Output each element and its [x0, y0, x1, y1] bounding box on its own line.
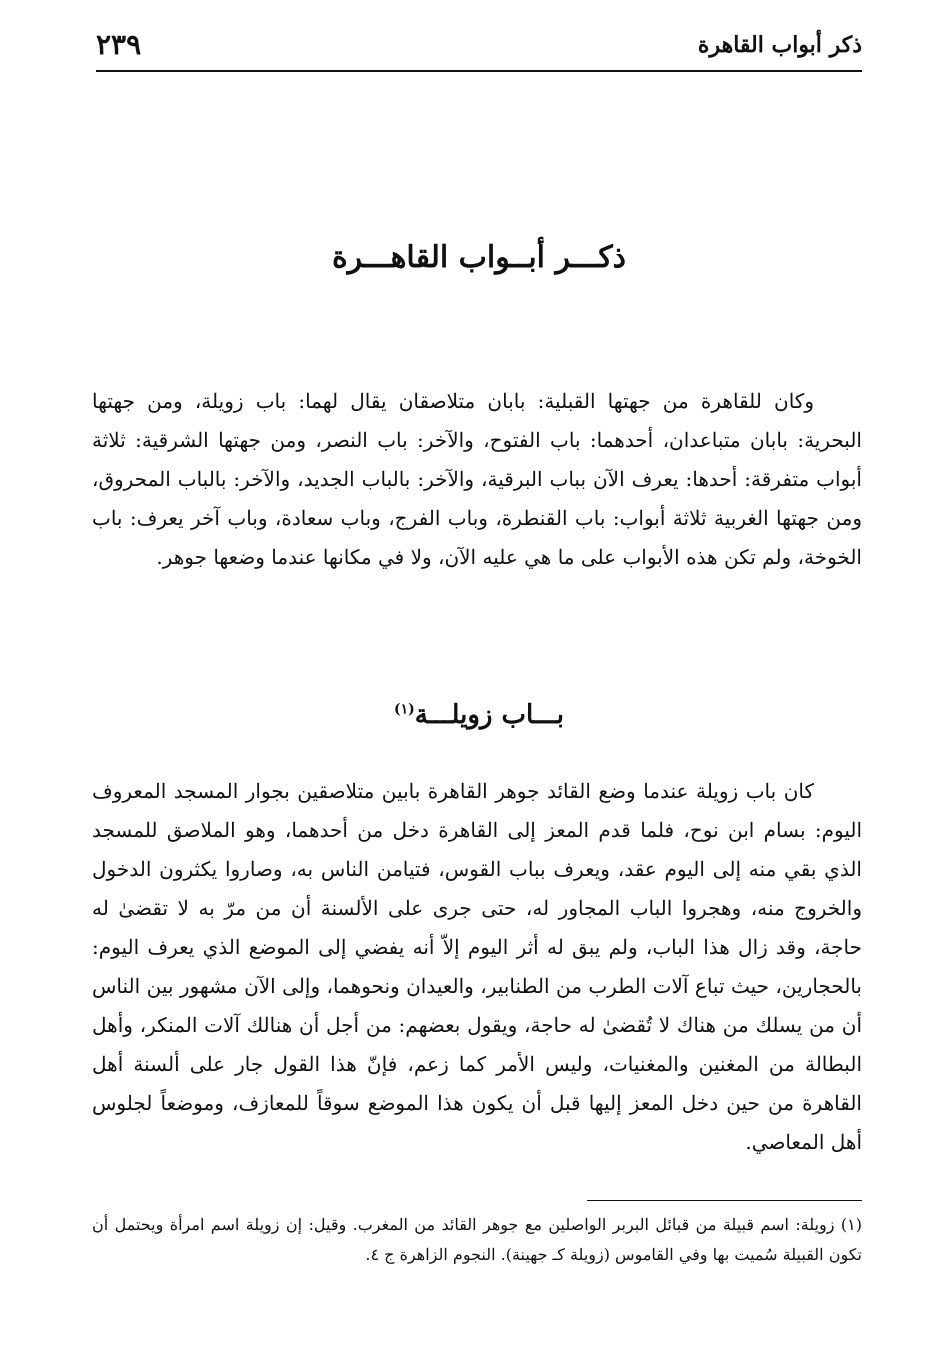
- intro-paragraph-text: وكان للقاهرة من جهتها القبلية: بابان متلاصقان يقال لهما: باب زويلة، ومن جهتها البحرية: بابان متباعدان، أحدهما: باب الفتوح، والآخر: باب النصر، ومن جهتها الشرقية: ثلاثة أبواب متفرقة: أحدها: يعرف الآن بباب البرقية، والآخر: بالباب الجديد، والآخر: بالباب المحروق، ومن جهتها الغربية ثلاثة أبواب: باب القنطرة، وباب الفرج، وباب سعادة، وباب آخر يعرف: باب الخوخة، ولم تكن هذه الأبواب على ما هي عليه الآن، ولا في مكانها عندما وضعها جوهر.: [92, 389, 862, 569]
- header-divider: [96, 70, 862, 72]
- running-header: [96, 26, 862, 66]
- section-title-text: بـــاب زويلـــة: [414, 700, 565, 730]
- footnote: (١) زويلة: اسم قبيلة من قبائل البربر الواصلين مع جوهر القائد من المغرب. وقيل: إن زويلة اسم امرأة ويحتمل أن تكون القبيلة سُميت بها وفي القاموس (زويلة كـ جهينة). النجوم الزاهرة ج ٤.: [92, 1215, 862, 1264]
- section-paragraph: [92, 772, 862, 1162]
- page-number: ٢٣٩: [96, 28, 142, 61]
- chapter-title: ذكـــر أبــواب القاهـــرة: [331, 240, 627, 275]
- intro-paragraph: [92, 382, 862, 577]
- footnote-divider: [587, 1200, 862, 1201]
- section-title: [96, 700, 862, 730]
- section-paragraph-text: كان باب زويلة عندما وضع القائد جوهر القاهرة بابين متلاصقين بجوار المسجد المعروف اليوم: بسام ابن نوح، فلما قدم المعز إلى القاهرة دخل من أحدهما، وهو الملاصق للمسجد الذي بقي منه إلى اليوم عقد، ويعرف بباب القوس، فتيامن الناس به، وصاروا يكثرون الدخول والخروج منه، وهجروا الباب المجاور له، حتى جرى على الألسنة أن من مرّ به لا تقضىٰ له حاجة، وقد زال هذا الباب، ولم يبق له أثر اليوم إلاّ أنه يفضي إلى الموضع الذي يعرف اليوم: بالحجارين، حيث تباع آلات الطرب من الطنابير، والعيدان ونحوهما، وإلى الآن مشهور بين الناس أن من يسلك من هناك لا تُقضىٰ له حاجة، ويقول بعضهم: من أجل أن هنالك آلات المنكر، وأهل البطالة من المغنين والمغنيات، وليس الأمر كما زعم، فإنّ هذا القول جار على ألسنة أهل القاهرة من حين دخل المعز إليها قبل أن يكون هذا الموضع سوقاً للمعازف، وموضعاً لجلوس أهل المعاصي.: [92, 779, 862, 1154]
- footnote-marker: (١): [393, 701, 415, 718]
- running-title: ذكر أبواب القاهرة: [697, 32, 862, 58]
